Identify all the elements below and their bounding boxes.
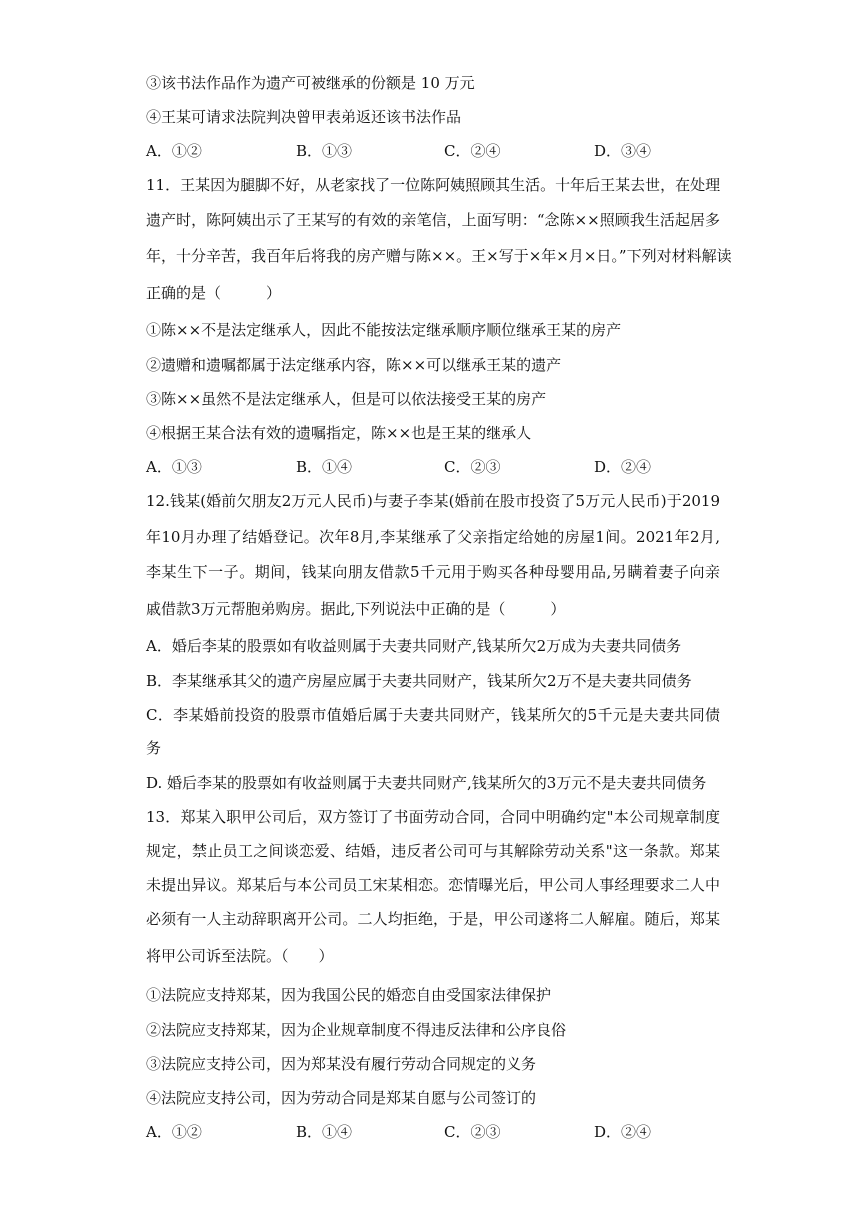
q13-stem-line-5: 将甲公司诉至法院。（ ） [146,947,334,965]
q13-option-b[interactable]: B．①④ [296,1123,353,1141]
q10-option-d[interactable]: D．③④ [594,142,652,160]
q12-stem-line-3: 李某生下一子。期间，钱某向朋友借款5千元用于购买各种母婴用品,另瞒着妻子向亲 [146,563,720,581]
q10-statement-4: ④王某可请求法院判决曾甲表弟返还该书法作品 [146,108,462,126]
q12-stem-line-2: 年10月办理了结婚登记。次年8月,李某继承了父亲指定给她的房屋1间。2021年2月, [146,528,720,546]
q13-stem-line-3: 未提出异议。郑某后与本公司员工宋某相恋。恋情曝光后，甲公司人事经理要求二人中 [146,876,720,894]
q12-option-c-cont: 务 [146,739,162,757]
q11-option-b[interactable]: B．①④ [296,458,353,476]
q11-stem-line-1: 11．王某因为腿脚不好，从老家找了一位陈阿姨照顾其生活。十年后王某去世，在处理 [146,176,721,194]
q11-stem-line-2: 遗产时，陈阿姨出示了王某写的有效的亲笔信，上面写明：“念陈××照顾我生活起居多 [146,211,720,229]
q11-statement-3: ③陈××虽然不是法定继承人，但是可以依法接受王某的房产 [146,390,547,408]
q13-statement-2: ②法院应支持郑某，因为企业规章制度不得违反法律和公序良俗 [146,1021,567,1039]
q11-option-c[interactable]: C．②③ [444,458,501,476]
q13-option-a[interactable]: A．①② [146,1123,202,1141]
q12-option-d[interactable]: D. 婚后李某的股票如有收益则属于夫妻共同财产,钱某所欠的3万元不是夫妻共同债务 [146,774,707,792]
q12-stem-line-1: 12.钱某(婚前欠朋友2万元人民币)与妻子李某(婚前在股市投资了5万元人民币)于2019 [146,492,720,510]
q13-stem-line-1: 13．郑某入职甲公司后，双方签订了书面劳动合同，合同中明确约定"本公司规章制度 [146,808,720,826]
q13-stem-line-4: 必须有一人主动辞职离开公司。二人均拒绝，于是，甲公司遂将二人解雇。随后，郑某 [146,910,720,928]
q10-statement-3: ③该书法作品作为遗产可被继承的份额是 10 万元 [146,74,475,92]
q13-stem-line-2: 规定，禁止员工之间谈恋爱、结婚，违反者公司可与其解除劳动关系"这一条款。郑某 [146,842,720,860]
q13-statement-3: ③法院应支持公司，因为郑某没有履行劳动合同规定的义务 [146,1055,537,1073]
q12-option-c[interactable]: C．李某婚前投资的股票市值婚后属于夫妻共同财产，钱某所欠的5千元是夫妻共同债 [146,706,720,724]
q10-option-a[interactable]: A．①② [146,142,202,160]
q11-stem-line-3: 年，十分辛苦，我百年后将我的房产赠与陈××。王×写于×年×月×日。”下列对材料解读 [146,247,732,265]
q13-statement-1: ①法院应支持郑某，因为我国公民的婚恋自由受国家法律保护 [146,986,552,1004]
q11-statement-2: ②遗赠和遗嘱都属于法定继承内容，陈××可以继承王某的遗产 [146,356,562,374]
q10-option-c[interactable]: C．②④ [444,142,501,160]
q11-statement-1: ①陈××不是法定继承人，因此不能按法定继承顺序顺位继承王某的房产 [146,321,622,339]
q13-option-c[interactable]: C．②③ [444,1123,501,1141]
q11-option-a[interactable]: A．①③ [146,458,202,476]
q10-option-b[interactable]: B．①③ [296,142,353,160]
q12-stem-line-4: 戚借款3万元帮胞弟购房。据此,下列说法中正确的是（ ） [146,600,566,618]
q12-option-b[interactable]: B．李某继承其父的遗产房屋应属于夫妻共同财产，钱某所欠2万不是夫妻共同债务 [146,672,692,690]
q11-statement-4: ④根据王某合法有效的遗嘱指定，陈××也是王某的继承人 [146,424,532,442]
q12-option-a[interactable]: A．婚后李某的股票如有收益则属于夫妻共同财产,钱某所欠2万成为夫妻共同债务 [146,637,682,655]
q13-option-d[interactable]: D．②④ [594,1123,652,1141]
q11-option-d[interactable]: D．②④ [594,458,652,476]
q11-stem-line-4: 正确的是（ ） [146,284,282,302]
q13-statement-4: ④法院应支持公司，因为劳动合同是郑某自愿与公司签订的 [146,1089,537,1107]
